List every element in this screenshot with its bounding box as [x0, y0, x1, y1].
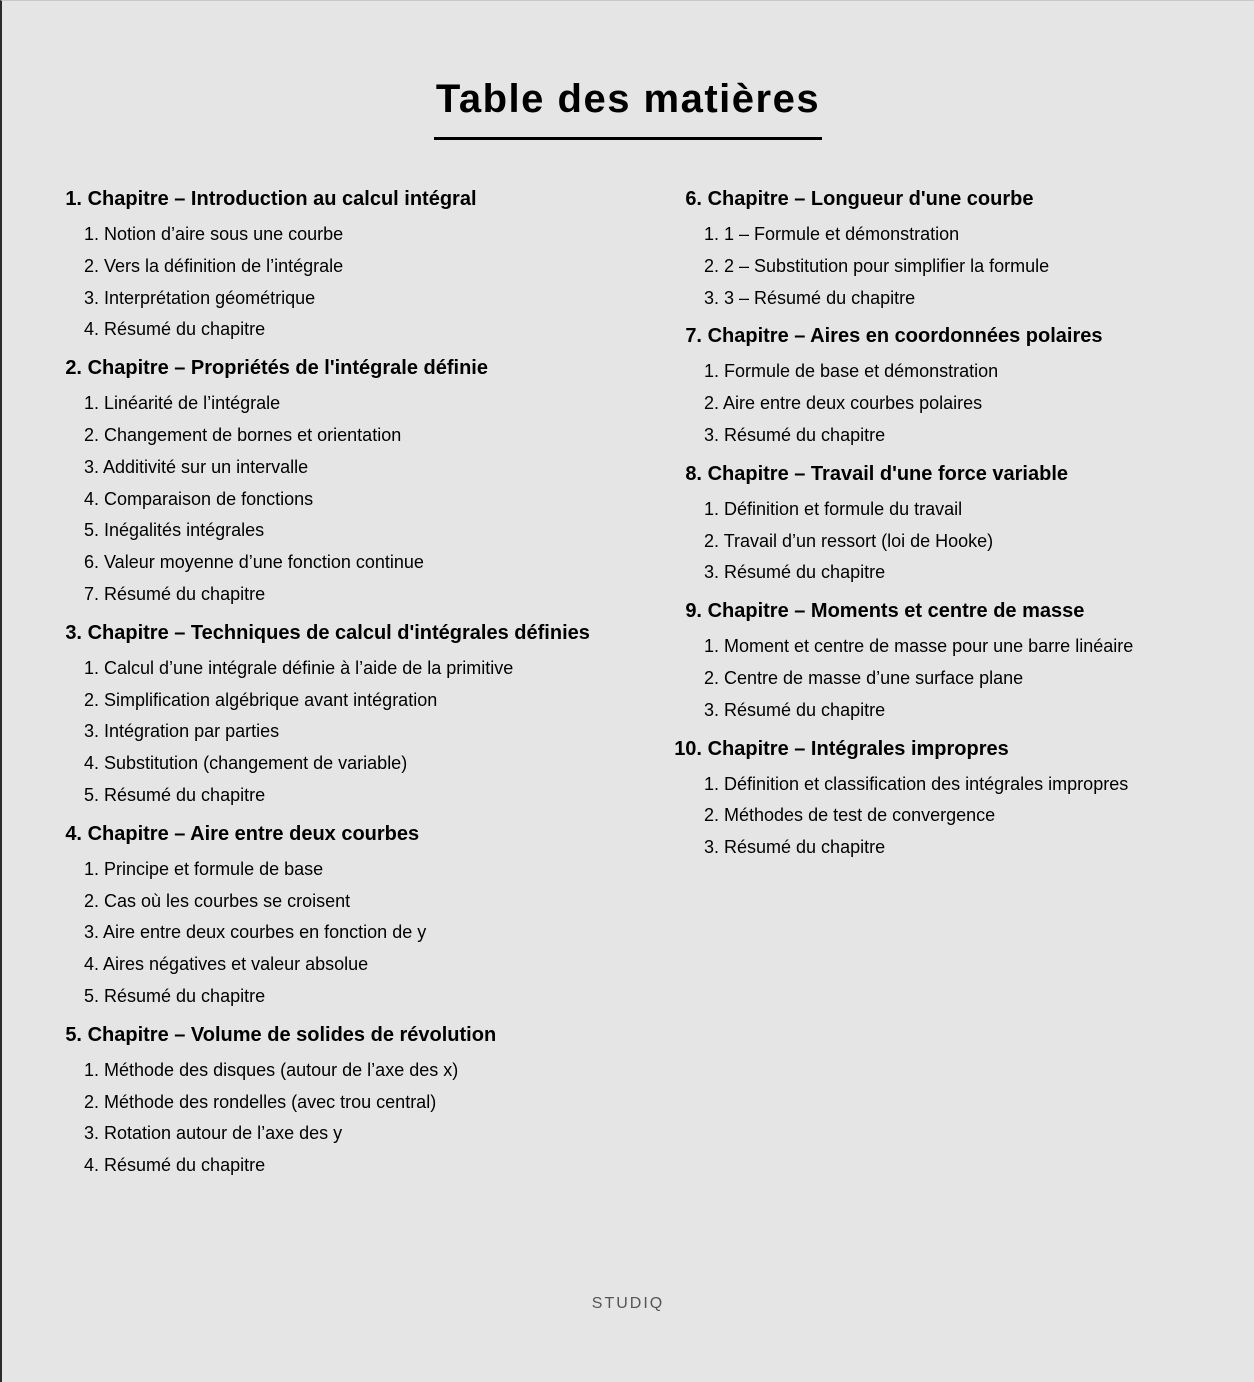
toc-section-item[interactable]: 3. Résumé du chapitre	[704, 699, 886, 720]
toc-section-item[interactable]: 1. Notion d’aire sous une courbe	[84, 224, 344, 244]
section-list	[58, 1055, 618, 1182]
section-list	[58, 653, 618, 812]
toc-section-item[interactable]: 2. Méthode des rondelles (avec trou central)	[84, 1091, 437, 1112]
chapter-heading[interactable]	[58, 621, 618, 645]
toc-chapter	[666, 737, 1226, 864]
toc-section-item[interactable]: 4. Aires négatives et valeur absolue	[84, 954, 369, 975]
chapter-heading[interactable]	[58, 1023, 618, 1047]
toc-chapter	[58, 356, 618, 611]
chapter-heading[interactable]	[666, 324, 1226, 348]
toc-section-item[interactable]: 3. Additivité sur un intervalle	[84, 456, 309, 477]
toc-section-item[interactable]: 4. Résumé du chapitre	[84, 1155, 266, 1176]
toc-section-item[interactable]: 4. Résumé du chapitre	[84, 319, 266, 340]
toc-section-item[interactable]: 3. Résumé du chapitre	[704, 837, 886, 858]
chapter-number: 1.	[65, 188, 82, 210]
footer-brand: STUDIQ	[591, 1295, 665, 1312]
toc-section-item[interactable]: 3. Résumé du chapitre	[704, 562, 886, 583]
toc-section-item[interactable]: 2. Méthodes de test de convergence	[704, 805, 996, 826]
toc-section-item[interactable]: 3. Rotation autour de l’axe des y	[84, 1123, 343, 1144]
section-list	[58, 388, 618, 611]
toc-chapter	[58, 621, 618, 812]
toc-section-item[interactable]: 1. Méthode des disques (autour de l’axe des x)	[84, 1059, 459, 1080]
toc-section-item[interactable]: 5. Inégalités intégrales	[84, 520, 265, 541]
chapter-title: Chapitre – Propriétés de l'intégrale définie	[87, 357, 488, 380]
chapter-number: 9.	[685, 600, 702, 623]
toc-section-item[interactable]: 5. Résumé du chapitre	[84, 784, 266, 805]
chapter-heading[interactable]	[58, 822, 618, 846]
toc-chapter	[666, 324, 1226, 451]
page-title: Table des matières	[434, 75, 822, 140]
toc-chapter	[58, 1023, 618, 1182]
chapter-number: 5.	[65, 1023, 82, 1046]
toc-section-item[interactable]: 4. Comparaison de fonctions	[84, 488, 314, 509]
toc-chapter	[58, 187, 618, 346]
toc-chapter	[666, 462, 1226, 589]
chapter-number: 2.	[65, 357, 82, 380]
toc-section-item[interactable]: 3. Résumé du chapitre	[704, 424, 886, 445]
toc-section-item[interactable]: 2. Changement de bornes et orientation	[84, 424, 402, 445]
toc-section-item[interactable]: 4. Substitution (changement de variable)	[84, 753, 408, 774]
toc-section-item[interactable]: 2. Centre de masse d’une surface plane	[704, 667, 1024, 688]
toc-section-item[interactable]: 2. Travail d’un ressort (loi de Hooke)	[704, 530, 994, 551]
section-list	[666, 356, 1226, 451]
toc-section-item[interactable]: 1. Principe et formule de base	[84, 858, 324, 879]
toc-section-item[interactable]: 6. Valeur moyenne d’une fonction continue	[84, 552, 424, 573]
toc-section-item[interactable]: 2. 2 – Substitution pour simplifier la formule	[704, 255, 1050, 276]
toc-section-item[interactable]: 2. Simplification algébrique avant intégration	[84, 689, 438, 710]
toc-section-item[interactable]: 1. Définition et formule du travail	[704, 498, 963, 519]
section-list	[666, 494, 1226, 589]
toc-section-item[interactable]: 3. Interprétation géométrique	[84, 287, 316, 308]
chapter-heading[interactable]	[666, 187, 1226, 211]
toc-section-item[interactable]: 2. Vers la définition de l’intégrale	[84, 255, 344, 276]
toc-section-item[interactable]: 1. Définition et classification des intégrales impropres	[704, 773, 1129, 794]
chapter-heading[interactable]	[666, 737, 1226, 761]
toc-section-item[interactable]: 2. Aire entre deux courbes polaires	[704, 393, 983, 414]
chapter-title: Chapitre – Techniques de calcul d'intégrales définies	[87, 621, 590, 644]
section-list	[58, 854, 618, 1013]
toc-section-item[interactable]: 1. Linéarité de l’intégrale	[84, 393, 281, 414]
toc-section-item[interactable]: 3. 3 – Résumé du chapitre	[704, 287, 916, 308]
toc-section-item[interactable]: 2. Cas où les courbes se croisent	[84, 890, 351, 911]
chapter-title: Chapitre – Moments et centre de masse	[707, 600, 1085, 623]
section-list	[58, 219, 618, 346]
chapter-heading[interactable]	[58, 356, 618, 380]
chapter-title: Chapitre – Aire entre deux courbes	[87, 822, 420, 845]
chapter-number: 4.	[65, 822, 82, 845]
toc-chapter	[58, 822, 618, 1013]
chapter-title: Chapitre – Introduction au calcul intégral	[87, 188, 477, 210]
chapter-heading[interactable]	[666, 462, 1226, 486]
toc-section-item[interactable]: 7. Résumé du chapitre	[84, 583, 266, 604]
chapter-number: 3.	[65, 621, 82, 644]
toc-chapter	[666, 599, 1226, 726]
toc-column-left	[58, 187, 618, 1192]
toc-section-item[interactable]: 3. Intégration par parties	[84, 721, 280, 742]
chapter-number: 7.	[685, 325, 702, 348]
chapter-title: Chapitre – Travail d'une force variable	[707, 462, 1069, 485]
toc-chapter	[666, 187, 1226, 314]
toc-section-item[interactable]: 1. Formule de base et démonstration	[704, 361, 999, 382]
toc-section-item[interactable]: 1. Moment et centre de masse pour une barre linéaire	[704, 636, 1134, 657]
chapter-title: Chapitre – Intégrales impropres	[707, 737, 1009, 760]
chapter-number: 6.	[685, 188, 702, 210]
chapter-title: Chapitre – Volume de solides de révolution	[87, 1023, 497, 1046]
chapter-number: 8.	[685, 462, 702, 485]
section-list	[666, 631, 1226, 726]
chapter-title: Chapitre – Longueur d'une courbe	[707, 188, 1034, 210]
section-list	[666, 219, 1226, 314]
chapter-number: 10.	[674, 737, 702, 760]
toc-section-item[interactable]: 1. Calcul d’une intégrale définie à l’aide de la primitive	[84, 657, 514, 678]
section-list	[666, 769, 1226, 864]
toc-column-right	[666, 187, 1226, 874]
toc-section-item[interactable]: 1. 1 – Formule et démonstration	[704, 224, 960, 244]
title-wrap	[2, 75, 1254, 140]
toc-section-item[interactable]: 3. Aire entre deux courbes en fonction de y	[84, 922, 427, 943]
chapter-heading[interactable]	[58, 187, 618, 211]
chapter-heading[interactable]	[666, 599, 1226, 623]
toc-section-item[interactable]: 5. Résumé du chapitre	[84, 985, 266, 1006]
chapter-title: Chapitre – Aires en coordonnées polaires	[707, 325, 1103, 348]
